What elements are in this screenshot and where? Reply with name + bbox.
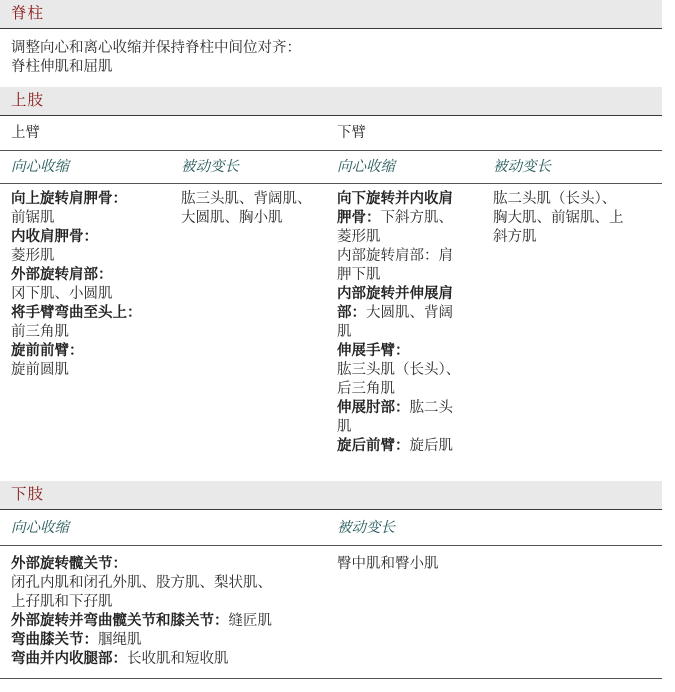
spine-line-2: 脊柱伸肌和屈肌 xyxy=(11,59,113,75)
list-item: 内部旋转并伸展肩 xyxy=(337,286,453,302)
divider xyxy=(0,150,662,151)
list-item xyxy=(11,631,272,650)
spine-line-1: 调整向心和离心收缩并保持脊柱中间位对齐： xyxy=(11,40,301,56)
list-item: 伸展手臂： xyxy=(337,343,410,359)
list-item: 前三角肌 xyxy=(11,324,69,340)
list-item: 闭孔内肌和闭孔外肌、股方肌、梨状肌、 xyxy=(11,575,272,591)
section-title: 脊柱 xyxy=(11,4,45,22)
list-item: 肱三头肌（长头）、 xyxy=(337,362,461,378)
item-label: 伸展肘部： xyxy=(337,400,410,416)
list-item: 肌 xyxy=(337,419,352,435)
list-item: 胸大肌、前锯肌、上 xyxy=(493,210,624,226)
section-title: 下肢 xyxy=(11,485,45,503)
item-label: 弯曲并内收腿部： xyxy=(11,651,127,667)
list-item xyxy=(337,304,460,323)
list-item: 斜方肌 xyxy=(493,229,537,245)
forearm-concentric-list xyxy=(337,190,460,456)
list-item: 后三角肌 xyxy=(337,381,395,397)
list-item: 将手臂弯曲至头上： xyxy=(11,305,142,321)
section-header-spine xyxy=(0,0,662,29)
upper-arm-passive-list xyxy=(181,190,312,228)
list-item: 外部旋转肩部： xyxy=(11,267,113,283)
upper-arm-concentric-list xyxy=(11,190,142,380)
item-value: 下斜方肌、 xyxy=(380,210,453,226)
list-item: 菱形肌 xyxy=(11,248,55,264)
list-item: 大圆肌、胸小肌 xyxy=(181,210,283,226)
divider xyxy=(0,678,662,679)
list-item: 向下旋转并内收肩 xyxy=(337,191,453,207)
list-item: 冈下肌、小圆肌 xyxy=(11,286,113,302)
list-item: 旋前圆肌 xyxy=(11,362,69,378)
divider xyxy=(0,183,662,184)
item-label: 旋后前臂： xyxy=(337,438,410,454)
col-header-concentric: 向心收缩 xyxy=(11,520,69,536)
list-item: 外部旋转髋关节： xyxy=(11,556,127,572)
list-item: 上孖肌和下孖肌 xyxy=(11,594,113,610)
forearm-passive-list xyxy=(493,190,624,247)
list-item: 内部旋转肩部：肩 xyxy=(337,248,453,264)
item-value: 腘绳肌 xyxy=(98,632,142,648)
item-label: 外部旋转并弯曲髋关节和膝关节： xyxy=(11,613,229,629)
divider xyxy=(0,545,662,546)
item-value: 肱二头 xyxy=(409,400,453,416)
section-title: 上肢 xyxy=(11,91,45,109)
list-item xyxy=(337,209,460,228)
list-item: 胛下肌 xyxy=(337,267,381,283)
col-header-passive: 被动变长 xyxy=(493,159,551,175)
col-header-passive: 被动变长 xyxy=(181,159,239,175)
list-item xyxy=(11,612,272,631)
list-item: 肱二头肌（长头）、 xyxy=(493,191,617,207)
list-item: 菱形肌 xyxy=(337,229,381,245)
list-item xyxy=(337,437,460,456)
lower-concentric-list xyxy=(11,555,272,669)
list-item xyxy=(337,399,460,418)
item-label: 胛骨： xyxy=(337,210,381,226)
lower-passive-item: 臀中肌和臀小肌 xyxy=(337,556,439,572)
col-header-passive: 被动变长 xyxy=(337,520,395,536)
list-item xyxy=(11,650,272,669)
list-item: 向上旋转肩胛骨： xyxy=(11,191,127,207)
item-value: 长收肌和短收肌 xyxy=(127,651,229,667)
item-value: 大圆肌、背阔 xyxy=(366,305,453,321)
col-header-concentric: 向心收缩 xyxy=(11,159,69,175)
item-value: 旋后肌 xyxy=(409,438,453,454)
forearm-heading: 下臂 xyxy=(337,125,366,141)
item-label: 弯曲膝关节： xyxy=(11,632,98,648)
list-item: 肌 xyxy=(337,324,352,340)
item-value: 缝匠肌 xyxy=(228,613,272,629)
section-header-lower-limb xyxy=(0,481,662,510)
list-item: 内收肩胛骨： xyxy=(11,229,98,245)
section-header-upper-limb xyxy=(0,87,662,116)
list-item: 肱三头肌、背阔肌、 xyxy=(181,191,312,207)
item-label: 部： xyxy=(337,305,366,321)
col-header-concentric: 向心收缩 xyxy=(337,159,395,175)
list-item: 旋前前臂： xyxy=(11,343,84,359)
upper-arm-heading: 上臂 xyxy=(11,125,40,141)
list-item: 前锯肌 xyxy=(11,210,55,226)
